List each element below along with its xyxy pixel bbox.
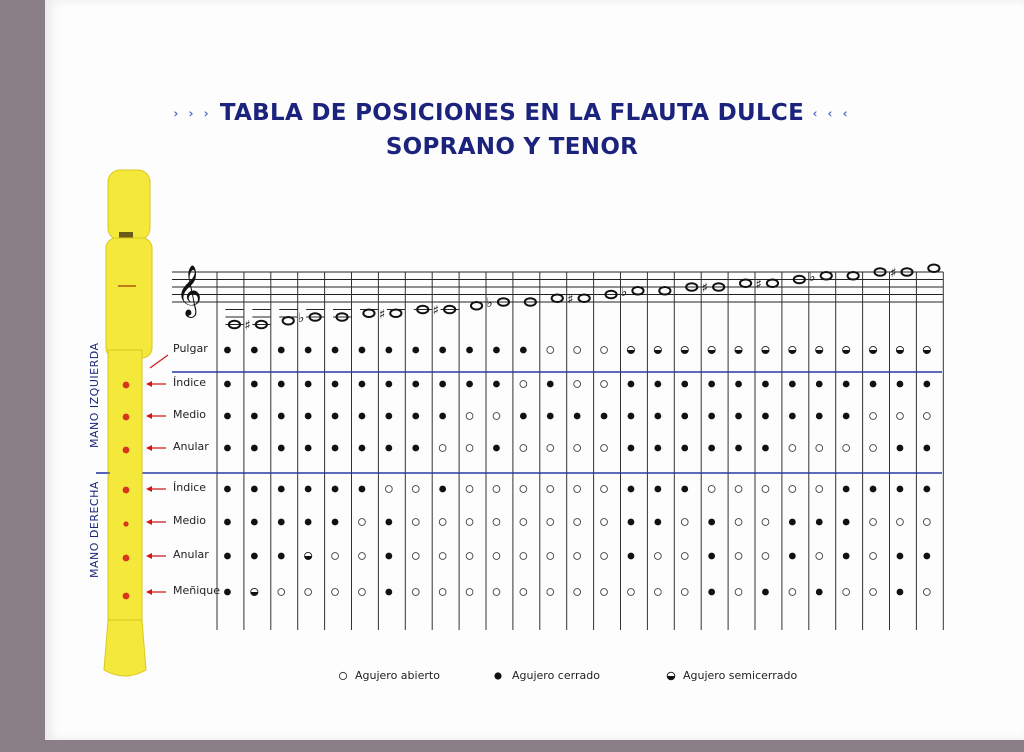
open-hole xyxy=(493,413,500,420)
open-hole xyxy=(466,553,473,560)
note-head xyxy=(740,279,751,287)
closed-hole xyxy=(251,413,258,420)
note-head xyxy=(821,272,832,280)
open-hole xyxy=(870,519,877,526)
closed-hole xyxy=(870,486,877,493)
note-head xyxy=(928,264,939,272)
closed-hole xyxy=(439,347,446,354)
closed-hole xyxy=(708,519,715,526)
thumb-arrow xyxy=(150,355,168,368)
closed-hole xyxy=(224,589,231,596)
closed-hole xyxy=(654,486,661,493)
open-hole xyxy=(789,486,796,493)
closed-hole xyxy=(332,381,339,388)
closed-hole xyxy=(305,413,312,420)
closed-hole xyxy=(224,486,231,493)
closed-hole xyxy=(843,553,850,560)
title-line-1: TABLA DE POSICIONES EN LA FLAUTA DULCE xyxy=(219,100,805,126)
note-head xyxy=(767,279,778,287)
legend-closed-icon xyxy=(494,672,501,679)
open-hole xyxy=(359,519,366,526)
open-hole xyxy=(816,445,823,452)
recorder-hole xyxy=(123,447,130,454)
open-hole xyxy=(681,589,688,596)
closed-hole xyxy=(628,486,635,493)
note-head xyxy=(552,294,563,302)
closed-hole xyxy=(224,381,231,388)
note-head xyxy=(659,287,670,295)
open-hole xyxy=(601,486,608,493)
open-hole xyxy=(493,553,500,560)
closed-hole xyxy=(224,553,231,560)
open-hole xyxy=(897,519,904,526)
open-hole xyxy=(601,381,608,388)
closed-hole xyxy=(897,445,904,452)
sharp-icon: ♯ xyxy=(567,292,574,308)
row-label: Pulgar xyxy=(173,342,208,355)
closed-hole xyxy=(385,413,392,420)
row-label: Meñique xyxy=(173,584,221,597)
open-hole xyxy=(493,589,500,596)
closed-hole xyxy=(251,519,258,526)
closed-hole xyxy=(789,413,796,420)
closed-hole xyxy=(332,445,339,452)
recorder-hole xyxy=(123,521,128,526)
legend-open-icon xyxy=(339,672,346,679)
open-hole xyxy=(789,445,796,452)
open-hole xyxy=(843,589,850,596)
sharp-icon: ♯ xyxy=(755,277,762,293)
recorder-hole xyxy=(123,487,130,494)
open-hole xyxy=(412,589,419,596)
closed-hole xyxy=(708,381,715,388)
recorder-bell xyxy=(104,620,146,676)
closed-hole xyxy=(654,445,661,452)
open-hole xyxy=(359,553,366,560)
closed-hole xyxy=(547,381,554,388)
title-arrows-left: › › › xyxy=(173,106,212,121)
open-hole xyxy=(574,553,581,560)
treble-clef-icon: 𝄞 xyxy=(176,265,203,316)
open-hole xyxy=(789,589,796,596)
open-hole xyxy=(439,445,446,452)
row-label: Anular xyxy=(173,548,209,561)
note-head xyxy=(632,287,643,295)
closed-hole xyxy=(520,413,527,420)
open-hole xyxy=(897,413,904,420)
open-hole xyxy=(601,445,608,452)
open-hole xyxy=(870,445,877,452)
closed-hole xyxy=(359,486,366,493)
closed-hole xyxy=(466,347,473,354)
open-hole xyxy=(870,589,877,596)
title-arrows-right: ‹ ‹ ‹ xyxy=(812,106,851,121)
open-hole xyxy=(520,486,527,493)
closed-hole xyxy=(762,381,769,388)
open-hole xyxy=(601,553,608,560)
open-hole xyxy=(601,347,608,354)
open-hole xyxy=(520,553,527,560)
open-hole xyxy=(520,445,527,452)
closed-hole xyxy=(439,413,446,420)
closed-hole xyxy=(628,445,635,452)
closed-hole xyxy=(305,381,312,388)
open-hole xyxy=(466,413,473,420)
flat-icon: ♭ xyxy=(486,296,493,311)
closed-hole xyxy=(305,445,312,452)
closed-hole xyxy=(923,486,930,493)
open-hole xyxy=(870,413,877,420)
flat-icon: ♭ xyxy=(298,311,305,326)
open-hole xyxy=(574,519,581,526)
open-hole xyxy=(493,519,500,526)
closed-hole xyxy=(708,445,715,452)
open-hole xyxy=(493,486,500,493)
open-hole xyxy=(278,589,285,596)
open-hole xyxy=(332,553,339,560)
closed-hole xyxy=(708,589,715,596)
sharp-icon: ♯ xyxy=(889,266,897,281)
recorder-hole xyxy=(123,382,130,389)
open-hole xyxy=(439,589,446,596)
closed-hole xyxy=(251,553,258,560)
flat-icon: ♭ xyxy=(809,269,816,285)
closed-hole xyxy=(278,381,285,388)
closed-hole xyxy=(278,347,285,354)
recorder-body xyxy=(108,350,142,620)
closed-hole xyxy=(681,381,688,388)
open-hole xyxy=(439,553,446,560)
open-hole xyxy=(762,519,769,526)
closed-hole xyxy=(332,519,339,526)
closed-hole xyxy=(278,553,285,560)
finger-arrow-head xyxy=(146,519,152,525)
open-hole xyxy=(762,553,769,560)
closed-hole xyxy=(708,413,715,420)
note-head xyxy=(579,294,590,302)
open-hole xyxy=(762,486,769,493)
open-hole xyxy=(466,486,473,493)
closed-hole xyxy=(359,413,366,420)
closed-hole xyxy=(762,589,769,596)
closed-hole xyxy=(278,413,285,420)
open-hole xyxy=(466,589,473,596)
closed-hole xyxy=(224,519,231,526)
closed-hole xyxy=(816,381,823,388)
open-hole xyxy=(654,589,661,596)
closed-hole xyxy=(493,347,500,354)
closed-hole xyxy=(897,589,904,596)
open-hole xyxy=(654,553,661,560)
closed-hole xyxy=(385,589,392,596)
closed-hole xyxy=(359,347,366,354)
open-hole xyxy=(520,589,527,596)
sharp-icon: ♯ xyxy=(378,307,386,323)
open-hole xyxy=(520,381,527,388)
closed-hole xyxy=(654,519,661,526)
legend-closed: Agujero cerrado xyxy=(512,669,600,682)
closed-hole xyxy=(332,413,339,420)
closed-hole xyxy=(385,519,392,526)
open-hole xyxy=(574,381,581,388)
right-hand-label: MANO DERECHA xyxy=(88,481,101,578)
closed-hole xyxy=(654,413,661,420)
closed-hole xyxy=(628,553,635,560)
closed-hole xyxy=(251,445,258,452)
closed-hole xyxy=(654,381,661,388)
closed-hole xyxy=(412,381,419,388)
closed-hole xyxy=(224,413,231,420)
open-hole xyxy=(439,519,446,526)
note-head xyxy=(471,302,482,310)
closed-hole xyxy=(897,553,904,560)
closed-hole xyxy=(816,589,823,596)
open-hole xyxy=(547,445,554,452)
open-hole xyxy=(681,519,688,526)
open-hole xyxy=(601,589,608,596)
finger-arrow-head xyxy=(146,381,152,387)
open-hole xyxy=(923,413,930,420)
recorder-hole xyxy=(123,593,130,600)
open-hole xyxy=(735,486,742,493)
open-hole xyxy=(735,589,742,596)
row-label: Anular xyxy=(173,440,209,453)
closed-hole xyxy=(224,347,231,354)
closed-hole xyxy=(332,486,339,493)
open-hole xyxy=(520,519,527,526)
closed-hole xyxy=(251,347,258,354)
closed-hole xyxy=(332,347,339,354)
open-hole xyxy=(412,553,419,560)
recorder-hole xyxy=(123,555,130,562)
closed-hole xyxy=(439,486,446,493)
finger-arrow-head xyxy=(146,413,152,419)
open-hole xyxy=(547,486,554,493)
finger-arrow-head xyxy=(146,445,152,451)
closed-hole xyxy=(601,413,608,420)
note-head xyxy=(390,309,401,317)
closed-hole xyxy=(923,445,930,452)
open-hole xyxy=(412,519,419,526)
open-hole xyxy=(574,347,581,354)
open-hole xyxy=(574,486,581,493)
open-hole xyxy=(385,486,392,493)
note-head xyxy=(363,309,374,317)
closed-hole xyxy=(762,413,769,420)
row-label: Medio xyxy=(173,408,207,421)
closed-hole xyxy=(547,413,554,420)
open-hole xyxy=(816,486,823,493)
closed-hole xyxy=(251,486,258,493)
open-hole xyxy=(574,589,581,596)
sharp-icon: ♯ xyxy=(432,303,439,319)
recorder-hole xyxy=(123,414,130,421)
closed-hole xyxy=(628,413,635,420)
closed-hole xyxy=(520,347,527,354)
left-hand-label: MANO IZQUIERDA xyxy=(88,342,101,448)
open-hole xyxy=(305,589,312,596)
closed-hole xyxy=(305,347,312,354)
note-head xyxy=(848,272,859,280)
closed-hole xyxy=(843,519,850,526)
closed-hole xyxy=(897,381,904,388)
closed-hole xyxy=(735,381,742,388)
closed-hole xyxy=(708,553,715,560)
closed-hole xyxy=(628,381,635,388)
open-hole xyxy=(870,553,877,560)
closed-hole xyxy=(843,486,850,493)
closed-hole xyxy=(224,445,231,452)
flat-icon: ♭ xyxy=(620,284,628,300)
closed-hole xyxy=(412,445,419,452)
closed-hole xyxy=(305,519,312,526)
open-hole xyxy=(843,445,850,452)
closed-hole xyxy=(493,381,500,388)
open-hole xyxy=(735,553,742,560)
closed-hole xyxy=(789,553,796,560)
closed-hole xyxy=(843,413,850,420)
open-hole xyxy=(601,519,608,526)
finger-arrow-head xyxy=(146,553,152,559)
open-hole xyxy=(412,486,419,493)
closed-hole xyxy=(816,519,823,526)
closed-hole xyxy=(466,381,473,388)
closed-hole xyxy=(412,413,419,420)
open-hole xyxy=(332,589,339,596)
open-hole xyxy=(466,519,473,526)
row-label: Índice xyxy=(173,376,207,389)
closed-hole xyxy=(816,413,823,420)
closed-hole xyxy=(359,445,366,452)
closed-hole xyxy=(681,486,688,493)
open-hole xyxy=(923,519,930,526)
recorder-head xyxy=(108,170,150,240)
finger-arrow-head xyxy=(146,589,152,595)
closed-hole xyxy=(735,445,742,452)
closed-hole xyxy=(574,413,581,420)
recorder-window xyxy=(119,232,133,238)
closed-hole xyxy=(681,445,688,452)
open-hole xyxy=(735,519,742,526)
row-label: Medio xyxy=(173,514,207,527)
row-label: Índice xyxy=(173,481,207,494)
open-hole xyxy=(547,589,554,596)
sharp-icon: ♯ xyxy=(701,281,708,296)
closed-hole xyxy=(923,381,930,388)
open-hole xyxy=(816,553,823,560)
closed-hole xyxy=(412,347,419,354)
closed-hole xyxy=(870,381,877,388)
note-head xyxy=(283,317,294,325)
closed-hole xyxy=(278,486,285,493)
closed-hole xyxy=(385,347,392,354)
closed-hole xyxy=(762,445,769,452)
recorder-upper-body xyxy=(106,238,152,358)
legend-half: Agujero semicerrado xyxy=(683,669,798,682)
closed-hole xyxy=(843,381,850,388)
open-hole xyxy=(628,589,635,596)
closed-hole xyxy=(278,445,285,452)
closed-hole xyxy=(305,486,312,493)
closed-hole xyxy=(628,519,635,526)
open-hole xyxy=(547,553,554,560)
sharp-icon: ♯ xyxy=(244,318,251,334)
finger-arrow-head xyxy=(146,486,152,492)
closed-hole xyxy=(681,413,688,420)
closed-hole xyxy=(789,381,796,388)
closed-hole xyxy=(923,553,930,560)
open-hole xyxy=(708,486,715,493)
closed-hole xyxy=(385,381,392,388)
open-hole xyxy=(923,589,930,596)
closed-hole xyxy=(251,381,258,388)
open-hole xyxy=(547,519,554,526)
open-hole xyxy=(547,347,554,354)
closed-hole xyxy=(789,519,796,526)
chart-subtitle: SOPRANO Y TENOR xyxy=(385,134,639,160)
closed-hole xyxy=(735,413,742,420)
closed-hole xyxy=(493,445,500,452)
closed-hole xyxy=(359,381,366,388)
open-hole xyxy=(466,445,473,452)
closed-hole xyxy=(278,519,285,526)
open-hole xyxy=(359,589,366,596)
closed-hole xyxy=(385,445,392,452)
open-hole xyxy=(574,445,581,452)
open-hole xyxy=(681,553,688,560)
closed-hole xyxy=(385,553,392,560)
closed-hole xyxy=(897,486,904,493)
legend-open: Agujero abierto xyxy=(355,669,440,682)
closed-hole xyxy=(439,381,446,388)
